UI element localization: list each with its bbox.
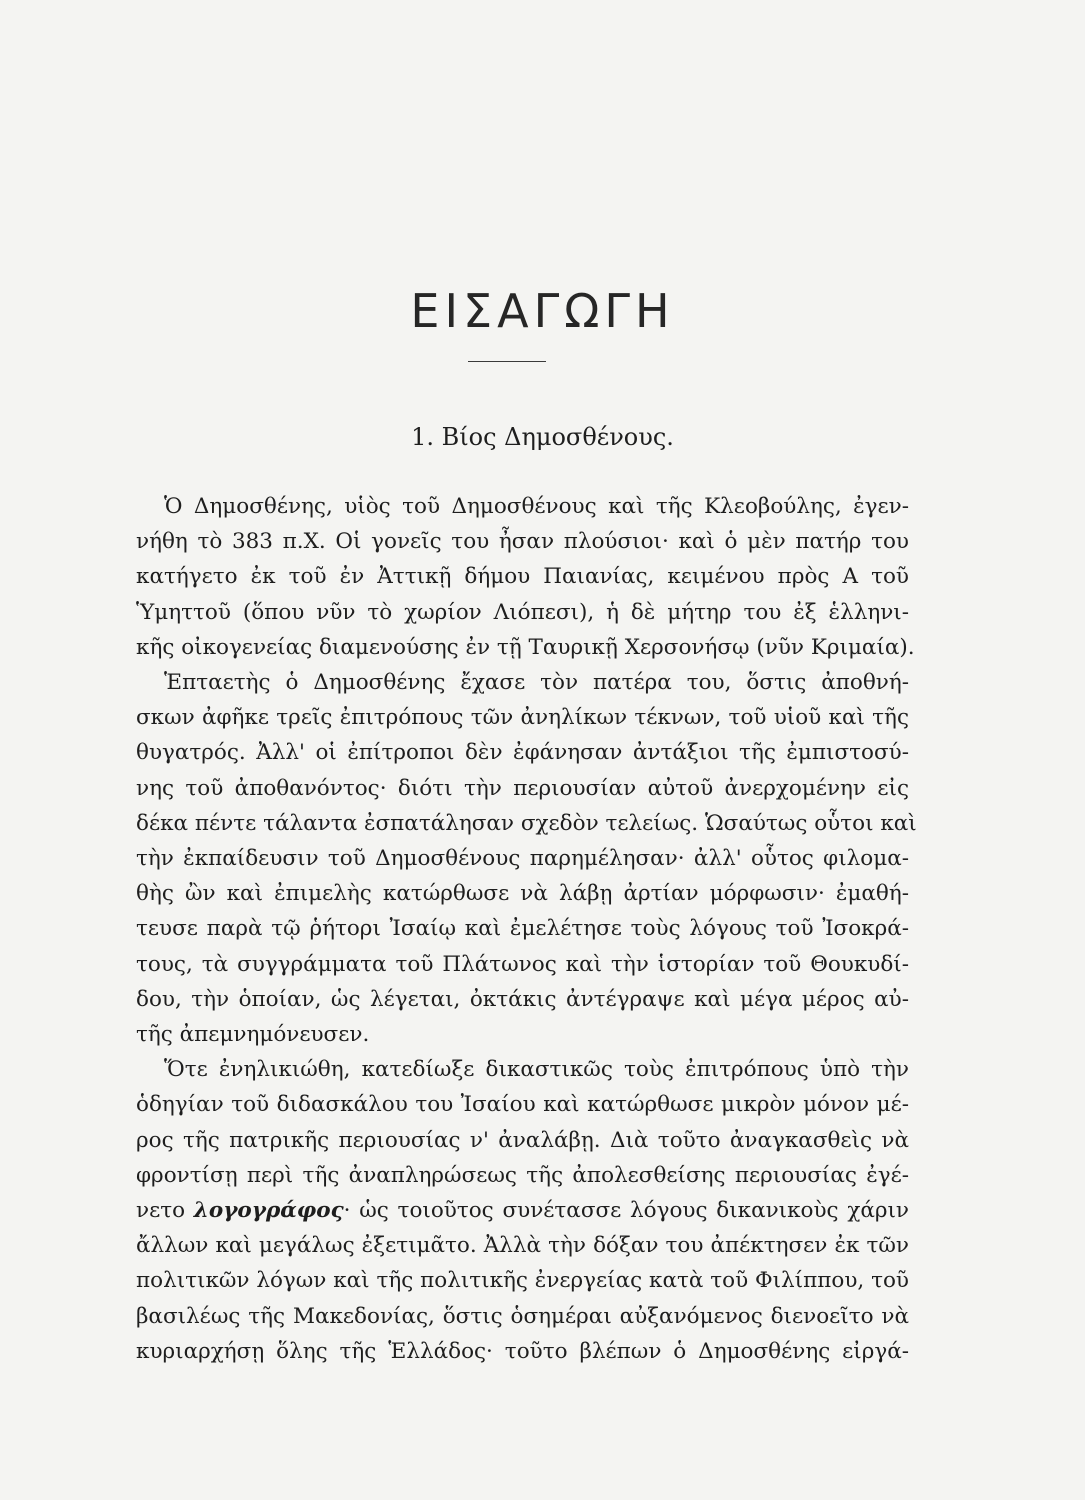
text-line: Ἑπταετὴς ὁ Δημοσθένης ἔχασε τὸν πατέρα του, ὅστις ἀποθνή- — [164, 670, 909, 696]
emphasized-term: λογογράφος — [193, 1198, 344, 1224]
text-line: φροντίσῃ περὶ τῆς ἀναπληρώσεως τῆς ἀπολεσθείσης περιουσίας ἐγέ- — [136, 1162, 909, 1188]
text-line: ρος τῆς πατρικῆς περιουσίας ν' ἀναλάβῃ. Διὰ τοῦτο ἀναγκασθεὶς νὰ — [136, 1127, 909, 1153]
text-line: βασιλέως τῆς Μακεδονίας, ὅστις ὁσημέραι αὐξανόμενος διενοεῖτο νὰ — [136, 1303, 909, 1329]
text-line: τους, τὰ συγγράμματα τοῦ Πλάτωνος καὶ τὴν ἱστορίαν τοῦ Θουκυδί- — [136, 951, 909, 977]
text-line: τὴν ἐκπαίδευσιν τοῦ Δημοσθένους παρημέλησαν· ἀλλ' οὗτος φιλομα- — [136, 846, 909, 872]
text-line: δου, τὴν ὁποίαν, ὡς λέγεται, ὀκτάκις ἀντέγραψε καὶ μέγα μέρος αὐ- — [136, 986, 909, 1012]
chapter-title: ΕΙΣΑΓΩΓΗ — [410, 284, 675, 338]
text-line: πολιτικῶν λόγων καὶ τῆς πολιτικῆς ἐνεργείας κατὰ τοῦ Φιλίππου, τοῦ — [136, 1268, 909, 1294]
text-line: κυριαρχήσῃ ὅλης τῆς Ἑλλάδος· τοῦτο βλέπων ὁ Δημοσθένης εἰργά- — [136, 1338, 909, 1364]
text-line: Ὁ Δημοσθένης, υἱὸς τοῦ Δημοσθένους καὶ τῆς Κλεοβούλης, ἐγεν- — [164, 494, 909, 519]
text-line: νήθη τὸ 383 π.Χ. Οἱ γονεῖς του ἦσαν πλούσιοι· καὶ ὁ μὲν πατήρ του — [136, 529, 909, 555]
text-fragment: νετο — [136, 1198, 194, 1224]
text-line: τῆς ἀπεμνημόνευσεν. — [136, 1022, 370, 1048]
text-line: κῆς οἰκογενείας διαμενούσης ἐν τῇ Ταυρικῇ Χερσονήσῳ (νῦν Κριμαία). — [136, 634, 915, 660]
text-line: ὁδηγίαν τοῦ διδασκάλου του Ἰσαίου καὶ κατώρθωσε μικρὸν μόνον μέ- — [136, 1092, 909, 1118]
text-line: θυγατρός. Ἀλλ' οἱ ἐπίτροποι δὲν ἐφάνησαν ἀντάξιοι τῆς ἐμπιστοσύ- — [136, 740, 909, 766]
text-line: δέκα πέντε τάλαντα ἐσπατάλησαν σχεδὸν τελείως. Ὡσαύτως οὗτοι καὶ — [136, 810, 917, 836]
text-line: Ὑμηττοῦ (ὅπου νῦν τὸ χωρίον Λιόπεσι), ἡ δὲ μήτηρ του ἐξ ἑλληνι- — [136, 599, 909, 625]
paragraph — [136, 665, 917, 1052]
text-line: νης τοῦ ἀποθανόντος· διότι τὴν περιουσίαν αὐτοῦ ἀνερχομένην εἰς — [136, 775, 909, 801]
title-divider — [468, 361, 546, 362]
text-line — [136, 1193, 909, 1228]
text-line: θὴς ὢν καὶ ἐπιμελὴς κατώρθωσε νὰ λάβῃ ἀρτίαν μόρφωσιν· ἐμαθή- — [136, 881, 909, 907]
text-line: τευσε παρὰ τῷ ῥήτορι Ἰσαίῳ καὶ ἐμελέτησε τοὺς λόγους τοῦ Ἰσοκρά- — [136, 916, 909, 942]
text-line: κατήγετο ἐκ τοῦ ἐν Ἀττικῇ δήμου Παιανίας, κειμένου πρὸς Α τοῦ — [136, 564, 909, 590]
section-heading: 1. Βίος Δημοσθένους. — [411, 423, 674, 451]
text-line: ἄλλων καὶ μεγάλως ἐξετιμᾶτο. Ἀλλὰ τὴν δόξαν του ἀπέκτησεν ἐκ τῶν — [136, 1233, 909, 1259]
text-line: Ὅτε ἐνηλικιώθη, κατεδίωξε δικαστικῶς τοὺς ἐπιτρόπους ὑπὸ τὴν — [164, 1057, 909, 1083]
body-text — [136, 489, 917, 1369]
paragraph — [136, 489, 915, 665]
paragraph — [136, 1052, 909, 1369]
text-line: σκων ἀφῆκε τρεῖς ἐπιτρόπους τῶν ἀνηλίκων τέκνων, τοῦ υἱοῦ καὶ τῆς — [136, 705, 909, 731]
text-fragment: · ὡς τοιοῦτος συνέτασσε λόγους δικανικοὺς χάριν — [343, 1198, 910, 1224]
